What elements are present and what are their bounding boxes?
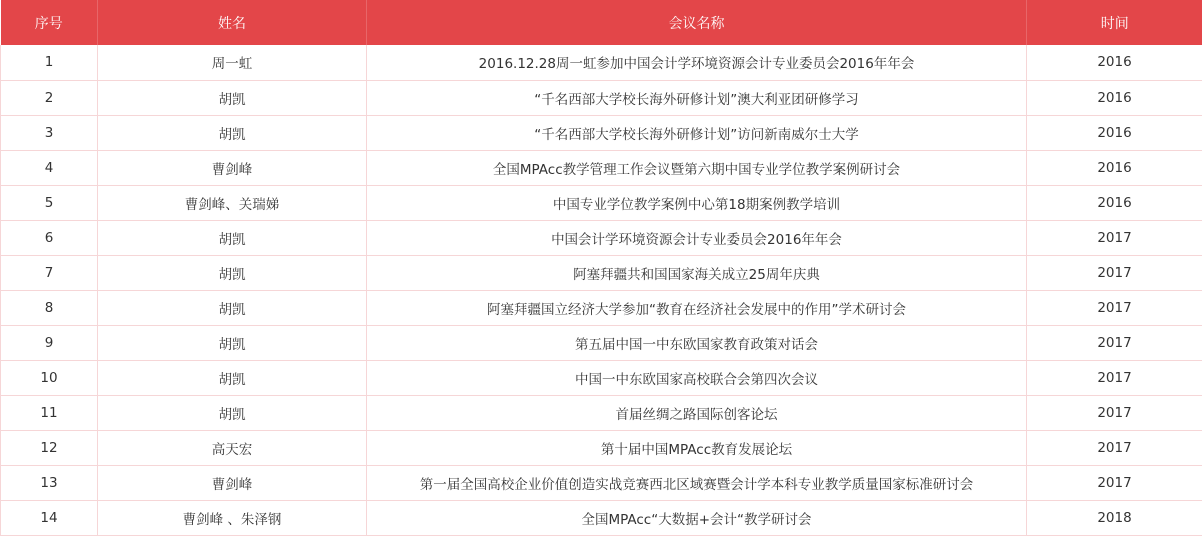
cell-name: 胡凯 (98, 220, 367, 255)
cell-year: 2017 (1027, 325, 1202, 360)
cell-index: 2 (1, 80, 98, 115)
cell-name: 胡凯 (98, 80, 367, 115)
cell-name: 胡凯 (98, 360, 367, 395)
cell-meeting: 全国MPAcc“大数据+会计“教学研讨会 (367, 500, 1027, 535)
cell-meeting: 中国一中东欧国家高校联合会第四次会议 (367, 360, 1027, 395)
cell-year: 2017 (1027, 465, 1202, 500)
cell-index: 11 (1, 395, 98, 430)
header-name: 姓名 (98, 0, 367, 45)
cell-year: 2017 (1027, 290, 1202, 325)
table-row (1, 150, 1202, 185)
table-row (1, 185, 1202, 220)
cell-meeting: “千名西部大学校长海外研修计划”澳大利亚团研修学习 (367, 80, 1027, 115)
cell-meeting: 阿塞拜疆共和国国家海关成立25周年庆典 (367, 255, 1027, 290)
table-row (1, 325, 1202, 360)
cell-meeting: 首届丝绸之路国际创客论坛 (367, 395, 1027, 430)
cell-year: 2017 (1027, 220, 1202, 255)
cell-name: 胡凯 (98, 115, 367, 150)
cell-index: 8 (1, 290, 98, 325)
table-row (1, 500, 1202, 535)
cell-name: 胡凯 (98, 395, 367, 430)
cell-name: 胡凯 (98, 290, 367, 325)
cell-name: 高天宏 (98, 430, 367, 465)
cell-index: 3 (1, 115, 98, 150)
table-row (1, 360, 1202, 395)
cell-name: 曹剑峰 、朱泽钢 (98, 500, 367, 535)
table-header-row (1, 0, 1202, 45)
cell-name: 胡凯 (98, 255, 367, 290)
cell-meeting: 中国专业学位教学案例中心第18期案例教学培训 (367, 185, 1027, 220)
cell-meeting: 阿塞拜疆国立经济大学参加“教育在经济社会发展中的作用”学术研讨会 (367, 290, 1027, 325)
table-row (1, 395, 1202, 430)
table-row (1, 430, 1202, 465)
table-row (1, 255, 1202, 290)
cell-meeting: 第五届中国一中东欧国家教育政策对话会 (367, 325, 1027, 360)
cell-year: 2017 (1027, 430, 1202, 465)
cell-year: 2016 (1027, 115, 1202, 150)
cell-meeting: 2016.12.28周一虹参加中国会计学环境资源会计专业委员会2016年年会 (367, 45, 1027, 80)
table-row (1, 220, 1202, 255)
cell-meeting: 全国MPAcc教学管理工作会议暨第六期中国专业学位教学案例研讨会 (367, 150, 1027, 185)
cell-index: 5 (1, 185, 98, 220)
header-meeting: 会议名称 (367, 0, 1027, 45)
cell-index: 14 (1, 500, 98, 535)
cell-year: 2016 (1027, 80, 1202, 115)
cell-index: 10 (1, 360, 98, 395)
header-index: 序号 (34, 15, 63, 32)
cell-index: 4 (1, 150, 98, 185)
header-year: 时间 (1027, 0, 1202, 45)
cell-index: 12 (1, 430, 98, 465)
cell-meeting: 第十届中国MPAcc教育发展论坛 (367, 430, 1027, 465)
cell-index: 1 (1, 45, 98, 80)
cell-index: 6 (1, 220, 98, 255)
table-row (1, 465, 1202, 500)
cell-name: 周一虹 (98, 45, 367, 80)
cell-year: 2016 (1027, 150, 1202, 185)
cell-name: 曹剑峰 (98, 150, 367, 185)
cell-index: 9 (1, 325, 98, 360)
cell-year: 2016 (1027, 185, 1202, 220)
cell-year: 2017 (1027, 255, 1202, 290)
cell-name: 曹剑峰、关瑞娣 (98, 185, 367, 220)
table-row (1, 80, 1202, 115)
cell-year: 2018 (1027, 500, 1202, 535)
cell-meeting: 第一届全国高校企业价值创造实战竞赛西北区域赛暨会计学本科专业教学质量国家标准研讨会 (367, 465, 1027, 500)
cell-name: 胡凯 (98, 325, 367, 360)
cell-meeting: “千名西部大学校长海外研修计划”访问新南威尔士大学 (367, 115, 1027, 150)
table-row (1, 290, 1202, 325)
table-row (1, 115, 1202, 150)
cell-year: 2017 (1027, 360, 1202, 395)
cell-index: 7 (1, 255, 98, 290)
cell-year: 2016 (1027, 45, 1202, 80)
cell-name: 曹剑峰 (98, 465, 367, 500)
cell-index: 13 (1, 465, 98, 500)
cell-meeting: 中国会计学环境资源会计专业委员会2016年年会 (367, 220, 1027, 255)
cell-year: 2017 (1027, 395, 1202, 430)
table-row (1, 45, 1202, 80)
